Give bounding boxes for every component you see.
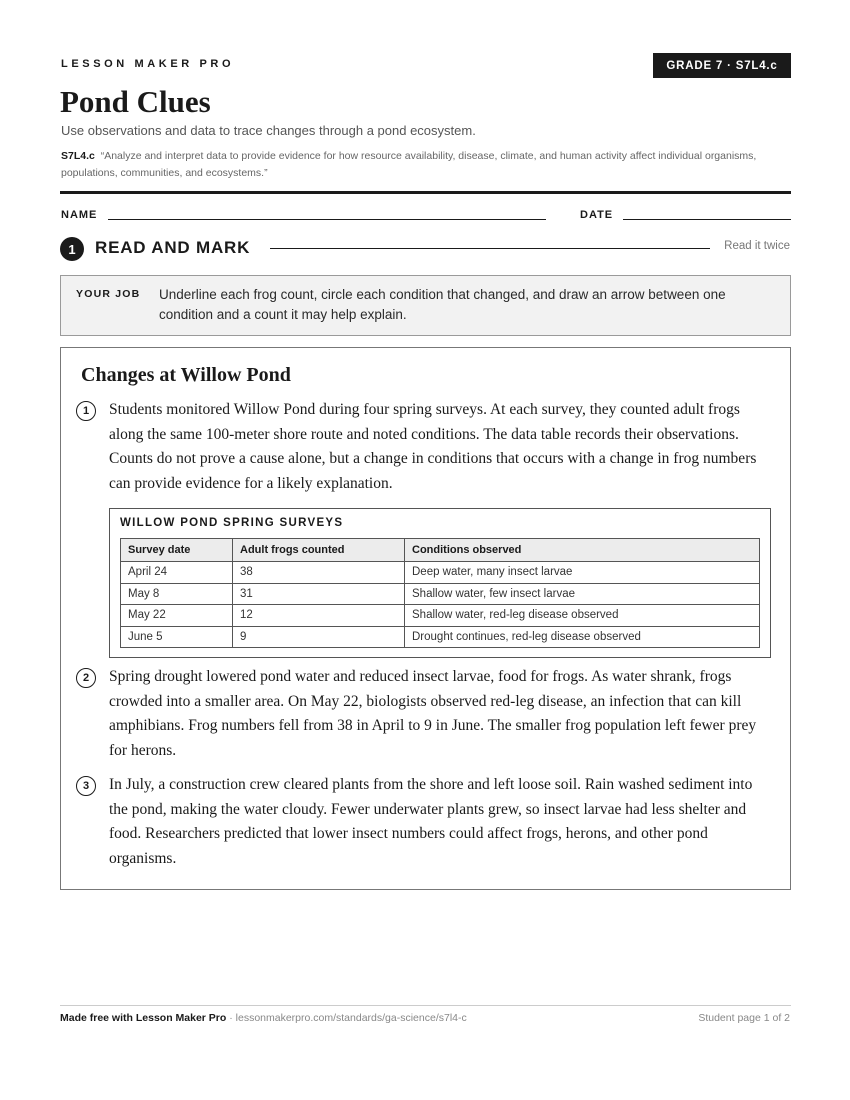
table-cell: 12 <box>233 605 405 627</box>
table-row <box>121 626 760 648</box>
table-row <box>121 562 760 584</box>
paragraph-number: 3 <box>76 776 96 796</box>
paragraph-number: 1 <box>76 401 96 421</box>
table-cell: Drought continues, red-leg disease observed <box>405 626 760 648</box>
table-cell: 9 <box>233 626 405 648</box>
paragraph-1[interactable]: Students monitored Willow Pond during four spring surveys. At each survey, they counted adult frogs along the same 100-meter shore route and noted conditions. The data table records their observations. Counts do not prove a cause alone, but a change in conditions that occurs with a change in frog numbers can provide evidence for a likely explanation. <box>109 401 757 493</box>
instructions-label: YOUR JOB <box>76 288 141 300</box>
instructions-text: Underline each frog count, circle each condition that changed, and draw an arrow between one condition and a count it may help explain. <box>159 287 726 322</box>
table-cell: Shallow water, few insect larvae <box>405 583 760 605</box>
page-subtitle: Use observations and data to trace changes through a pond ecosystem. <box>61 123 476 138</box>
footer-made-by: Made free with Lesson Maker Pro <box>60 1012 227 1024</box>
instructions-box <box>60 275 791 336</box>
page-indicator: Student page 1 of 2 <box>698 1012 790 1024</box>
name-field[interactable] <box>108 219 546 220</box>
standard-statement <box>61 148 781 182</box>
header-divider <box>60 191 791 194</box>
paragraph-2[interactable]: Spring drought lowered pond water and reduced insect larvae, food for frogs. As water shrank, frogs crowded into a smaller area. On May 22, biologists observed red-leg disease, an infection that can kill amphibians. Frog numbers fell from 38 in April to 9 in June. The smaller frog population left fewer prey for herons. <box>109 668 757 760</box>
table-row <box>121 605 760 627</box>
table-cell: Shallow water, red-leg disease observed <box>405 605 760 627</box>
section-number-badge: 1 <box>60 237 84 261</box>
footer-divider <box>60 1005 791 1006</box>
table-caption: WILLOW POND SPRING SURVEYS <box>120 517 344 529</box>
paragraph-number: 2 <box>76 668 96 688</box>
table-cell: May 8 <box>121 583 233 605</box>
survey-table <box>120 538 760 648</box>
paragraph-3[interactable]: In July, a construction crew cleared plants from the shore and left loose soil. Rain washed sediment into the pond, making the water cloudy. Fewer underwater plants grew, so insect larvae had less shelter and food. Researchers predicted that lower insect numbers could affect frogs, herons, and other pond organisms. <box>109 776 753 868</box>
table-cell: 31 <box>233 583 405 605</box>
brand-name: LESSON MAKER PRO <box>61 58 235 70</box>
section-title: READ AND MARK <box>95 238 251 257</box>
standard-code: S7L4.c <box>61 150 95 162</box>
footer-url[interactable]: · lessonmakerpro.com/standards/ga-science/s7l4-c <box>226 1012 467 1024</box>
column-header: Conditions observed <box>405 539 760 562</box>
section-rule <box>270 248 710 249</box>
table-row <box>121 583 760 605</box>
table-cell: Deep water, many insect larvae <box>405 562 760 584</box>
table-cell: May 22 <box>121 605 233 627</box>
table-cell: June 5 <box>121 626 233 648</box>
table-cell: 38 <box>233 562 405 584</box>
column-header: Survey date <box>121 539 233 562</box>
table-cell: April 24 <box>121 562 233 584</box>
page-title: Pond Clues <box>60 84 211 119</box>
standard-text: “Analyze and interpret data to provide evidence for how resource availability, disease, climate, and human activity affect individual organisms, populations, communities, and ecosystems.” <box>61 150 757 179</box>
reading-passage <box>60 347 791 890</box>
table-header-row <box>121 539 760 562</box>
grade-badge: GRADE 7 · S7L4.c <box>653 53 791 78</box>
survey-data-table <box>109 508 771 658</box>
section-note: Read it twice <box>724 240 790 252</box>
date-label: DATE <box>580 209 614 221</box>
name-label: NAME <box>61 209 98 221</box>
column-header: Adult frogs counted <box>233 539 405 562</box>
date-field[interactable] <box>623 219 791 220</box>
footer-credit <box>60 1012 467 1024</box>
passage-title: Changes at Willow Pond <box>81 364 291 386</box>
